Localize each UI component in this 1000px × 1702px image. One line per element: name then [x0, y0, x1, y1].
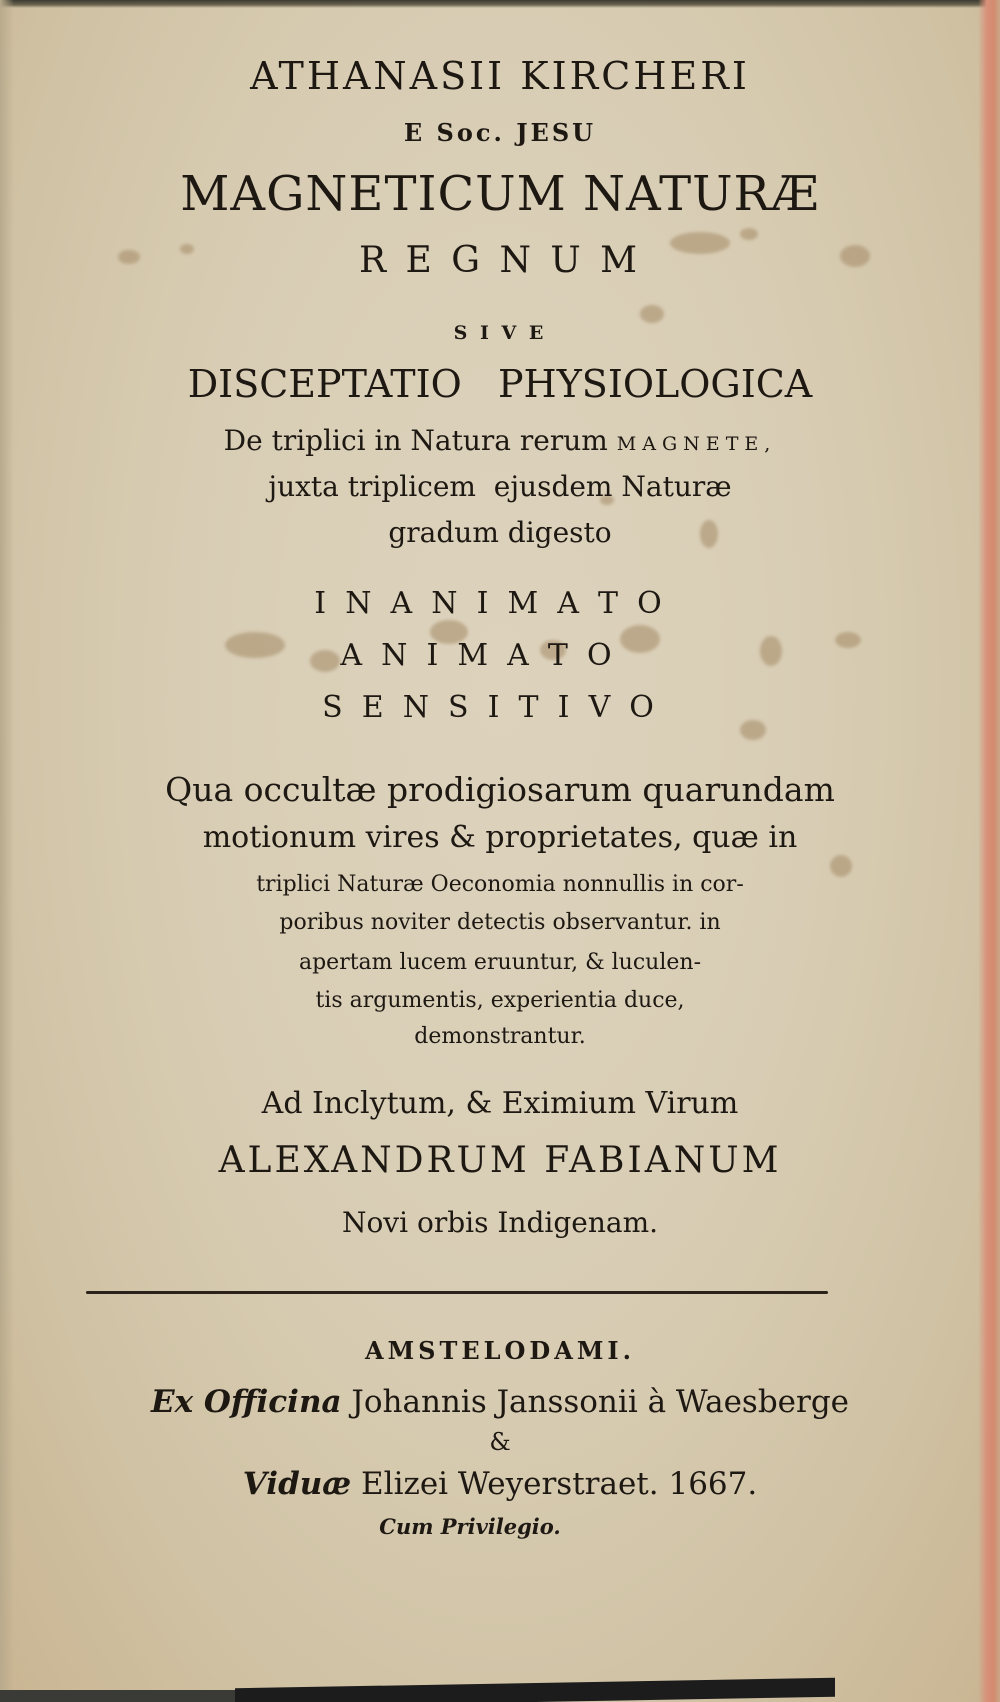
grade-inanimato: I N A N I M A T O	[314, 586, 662, 621]
dedication-line-1: Ad Inclytum, & Eximium Virum	[261, 1086, 739, 1121]
grade-animato: A N I M A T O	[340, 638, 612, 673]
body-line-1: Qua occultæ prodigiosarum quarundam	[165, 770, 835, 809]
imprint-ampersand: &	[489, 1428, 511, 1456]
stain	[740, 228, 758, 240]
description-text: De triplici in Natura rerum	[223, 424, 617, 457]
description-line-1	[0, 424, 1000, 457]
body-line-7: demonstrantur.	[414, 1024, 586, 1049]
dedication-line-3: Novi orbis Indigenam.	[341, 1206, 659, 1239]
imprint-viduae: Viduæ	[242, 1466, 352, 1502]
author-name: ATHANASII KIRCHERI	[250, 54, 750, 98]
title-line-2: R E G N U M	[358, 240, 642, 281]
book-bottom-shadow	[235, 1678, 835, 1702]
title-line-1: MAGNETICUM NATURÆ	[180, 166, 820, 222]
book-top-edge	[0, 0, 1000, 8]
imprint-city: AMSTELODAMI.	[364, 1336, 636, 1365]
body-line-4: poribus noviter detectis observantur. in	[279, 910, 721, 935]
body-line-5: apertam lucem eruuntur, & luculen-	[298, 950, 701, 975]
imprint-ex-officina: Ex Officina	[150, 1384, 342, 1420]
body-line-3: triplici Naturæ Oeconomia nonnullis in cor-	[256, 872, 744, 897]
description-line-3: gradum digesto	[388, 516, 612, 549]
privilege-line: Cum Privilegio.	[379, 1514, 561, 1539]
dedication-name: ALEXANDRUM FABIANUM	[218, 1140, 782, 1181]
body-line-2: motionum vires & proprietates, quæ in	[202, 820, 798, 855]
imprint-widow-date: Elizei Weyerstraet. 1667.	[351, 1466, 758, 1502]
description-line-2: juxta triplicem ejusdem Naturæ	[268, 470, 732, 503]
book-bottom-shadow	[0, 1690, 235, 1702]
sive-line: S I V E	[453, 322, 547, 344]
stain	[640, 305, 664, 323]
magnete-smallcaps: MAGNETE,	[616, 433, 777, 455]
imprint-printer: Johannis Janssonii à Waesberge	[341, 1384, 850, 1420]
subtitle: DISCEPTATIO PHYSIOLOGICA	[187, 362, 813, 406]
body-line-6: tis argumentis, experientia duce,	[315, 988, 685, 1013]
grade-sensitivo: S E N S I T I V O	[322, 690, 654, 725]
affiliation: E Soc. JESU	[403, 118, 597, 147]
imprint-line-4	[0, 1466, 1000, 1502]
horizontal-rule	[86, 1291, 828, 1294]
imprint-line-2	[0, 1384, 1000, 1420]
